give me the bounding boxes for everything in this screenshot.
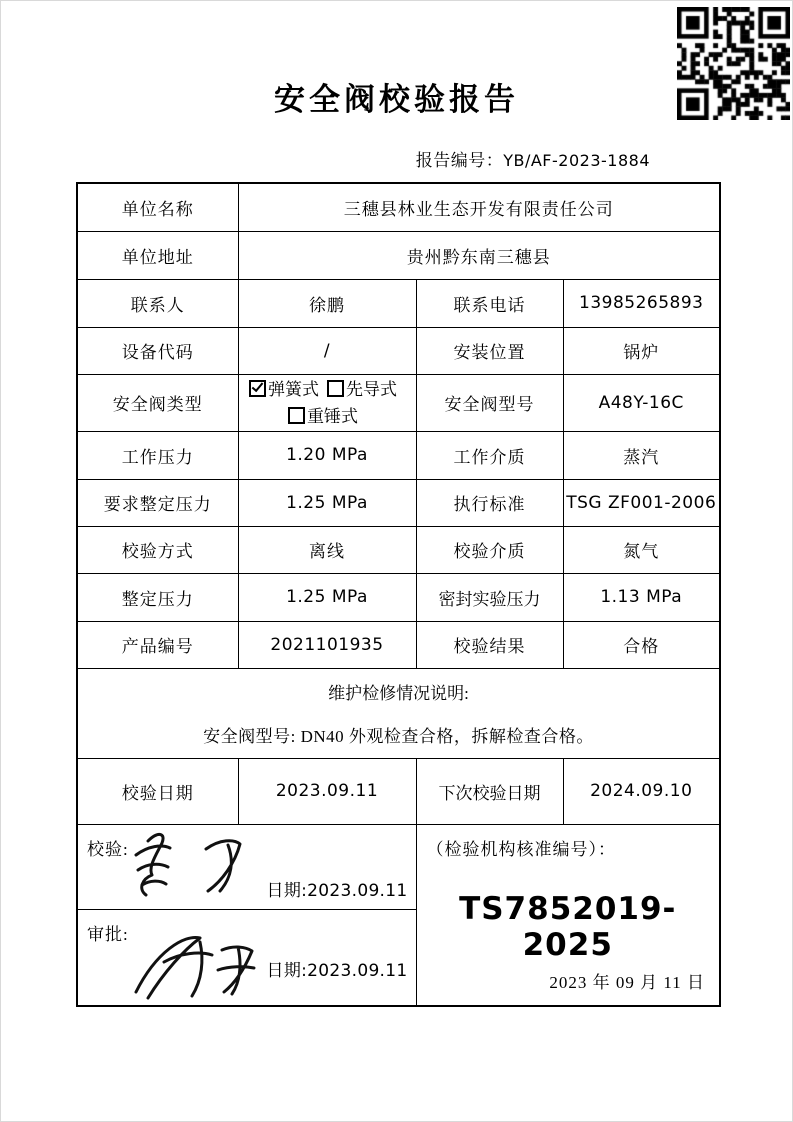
- device-code-label: 设备代码: [77, 327, 238, 374]
- contact-label: 联系人: [77, 279, 238, 327]
- org-code-cell: [416, 824, 720, 1006]
- checkbox-pilot[interactable]: [327, 380, 397, 399]
- report-number-label: 报告编号：: [415, 151, 504, 170]
- standard-label: 执行标准: [416, 479, 563, 526]
- phone-label: 联系电话: [416, 279, 563, 327]
- device-code-value: /: [238, 327, 416, 374]
- contact-value: 徐鹏: [238, 279, 416, 327]
- set-pressure-value: 1.25 MPa: [238, 573, 416, 621]
- checkbox-weight-box-icon[interactable]: [288, 407, 305, 424]
- install-position-label: 安装位置: [416, 327, 563, 374]
- required-set-pressure-label: 要求整定压力: [77, 479, 238, 526]
- seal-test-pressure-value: 1.13 MPa: [563, 573, 720, 621]
- result-label: 校验结果: [416, 621, 563, 668]
- verify-signature: [114, 825, 264, 909]
- unit-name-label: 单位名称: [77, 183, 238, 231]
- valve-model-label: 安全阀型号: [416, 374, 563, 431]
- org-code-label: （检验机构核准编号）：: [426, 839, 616, 859]
- table-row: [77, 526, 720, 573]
- next-calibration-date-label: 下次校验日期: [416, 758, 563, 824]
- verify-date: 日期:2023.09.11: [266, 880, 408, 901]
- valve-type-label: 安全阀类型: [77, 374, 238, 431]
- approve-label: 审批:: [87, 924, 129, 944]
- verify-label: 校验:: [87, 839, 129, 859]
- org-code-value: TS7852019-2025: [459, 890, 677, 963]
- install-position-value: 锅炉: [563, 327, 720, 374]
- approve-cell: [77, 909, 416, 1006]
- unit-name-value: 三穗县林业生态开发有限责任公司: [238, 183, 720, 231]
- seal-test-pressure-label: 密封实验压力: [416, 573, 563, 621]
- table-row: [77, 758, 720, 824]
- checkbox-spring-label: 弹簧式: [268, 379, 319, 399]
- table-row: [77, 573, 720, 621]
- table-row: [77, 279, 720, 327]
- table-row: [77, 183, 720, 231]
- phone-value: 13985265893: [563, 279, 720, 327]
- product-no-label: 产品编号: [77, 621, 238, 668]
- work-medium-label: 工作介质: [416, 431, 563, 479]
- report-number: [416, 146, 650, 171]
- verify-cell: [77, 824, 416, 909]
- calibration-method-value: 离线: [238, 526, 416, 573]
- table-row: [77, 824, 720, 909]
- checkbox-spring[interactable]: [249, 380, 319, 399]
- report-number-value: YB/AF-2023-1884: [503, 151, 650, 170]
- checkbox-pilot-box-icon[interactable]: [327, 380, 344, 397]
- standard-value: TSG ZF001-2006: [563, 479, 720, 526]
- next-calibration-date-value: 2024.09.10: [563, 758, 720, 824]
- report-table: [76, 182, 721, 1007]
- table-row: [77, 327, 720, 374]
- table-row: [77, 374, 720, 431]
- checkbox-weight-label: 重锤式: [307, 406, 358, 426]
- page-title: 安全阀校验报告: [274, 82, 519, 117]
- table-row: [77, 668, 720, 758]
- table-row: [77, 231, 720, 279]
- maintenance-note-body: 安全阀型号: DN40 外观检查合格，拆解检查合格。: [203, 727, 594, 746]
- maintenance-note-cell: [77, 668, 720, 758]
- work-pressure-value: 1.20 MPa: [238, 431, 416, 479]
- maintenance-note-title: 维护检修情况说明:: [328, 684, 469, 703]
- approve-date: 日期:2023.09.11: [266, 961, 408, 981]
- product-no-value: 2021101935: [238, 621, 416, 668]
- checkbox-weight[interactable]: [288, 407, 358, 426]
- required-set-pressure-value: 1.25 MPa: [238, 479, 416, 526]
- table-row: [77, 479, 720, 526]
- result-value: 合格: [563, 621, 720, 668]
- table-row: [77, 621, 720, 668]
- calibration-medium-value: 氮气: [563, 526, 720, 573]
- set-pressure-label: 整定压力: [77, 573, 238, 621]
- qr-code: [677, 7, 790, 120]
- work-medium-value: 蒸汽: [563, 431, 720, 479]
- checkbox-pilot-label: 先导式: [346, 379, 397, 399]
- work-pressure-label: 工作压力: [77, 431, 238, 479]
- unit-address-value: 贵州黔东南三穗县: [238, 231, 720, 279]
- checkbox-spring-box-icon[interactable]: [249, 380, 266, 397]
- table-row: [77, 431, 720, 479]
- unit-address-label: 单位地址: [77, 231, 238, 279]
- issue-date: 2023 年 09 月 11 日: [549, 973, 705, 992]
- approve-signature: [106, 920, 276, 1012]
- calibration-date-value: 2023.09.11: [238, 758, 416, 824]
- calibration-method-label: 校验方式: [77, 526, 238, 573]
- valve-type-options: [238, 374, 416, 431]
- valve-model-value: A48Y-16C: [563, 374, 720, 431]
- calibration-medium-label: 校验介质: [416, 526, 563, 573]
- calibration-date-label: 校验日期: [77, 758, 238, 824]
